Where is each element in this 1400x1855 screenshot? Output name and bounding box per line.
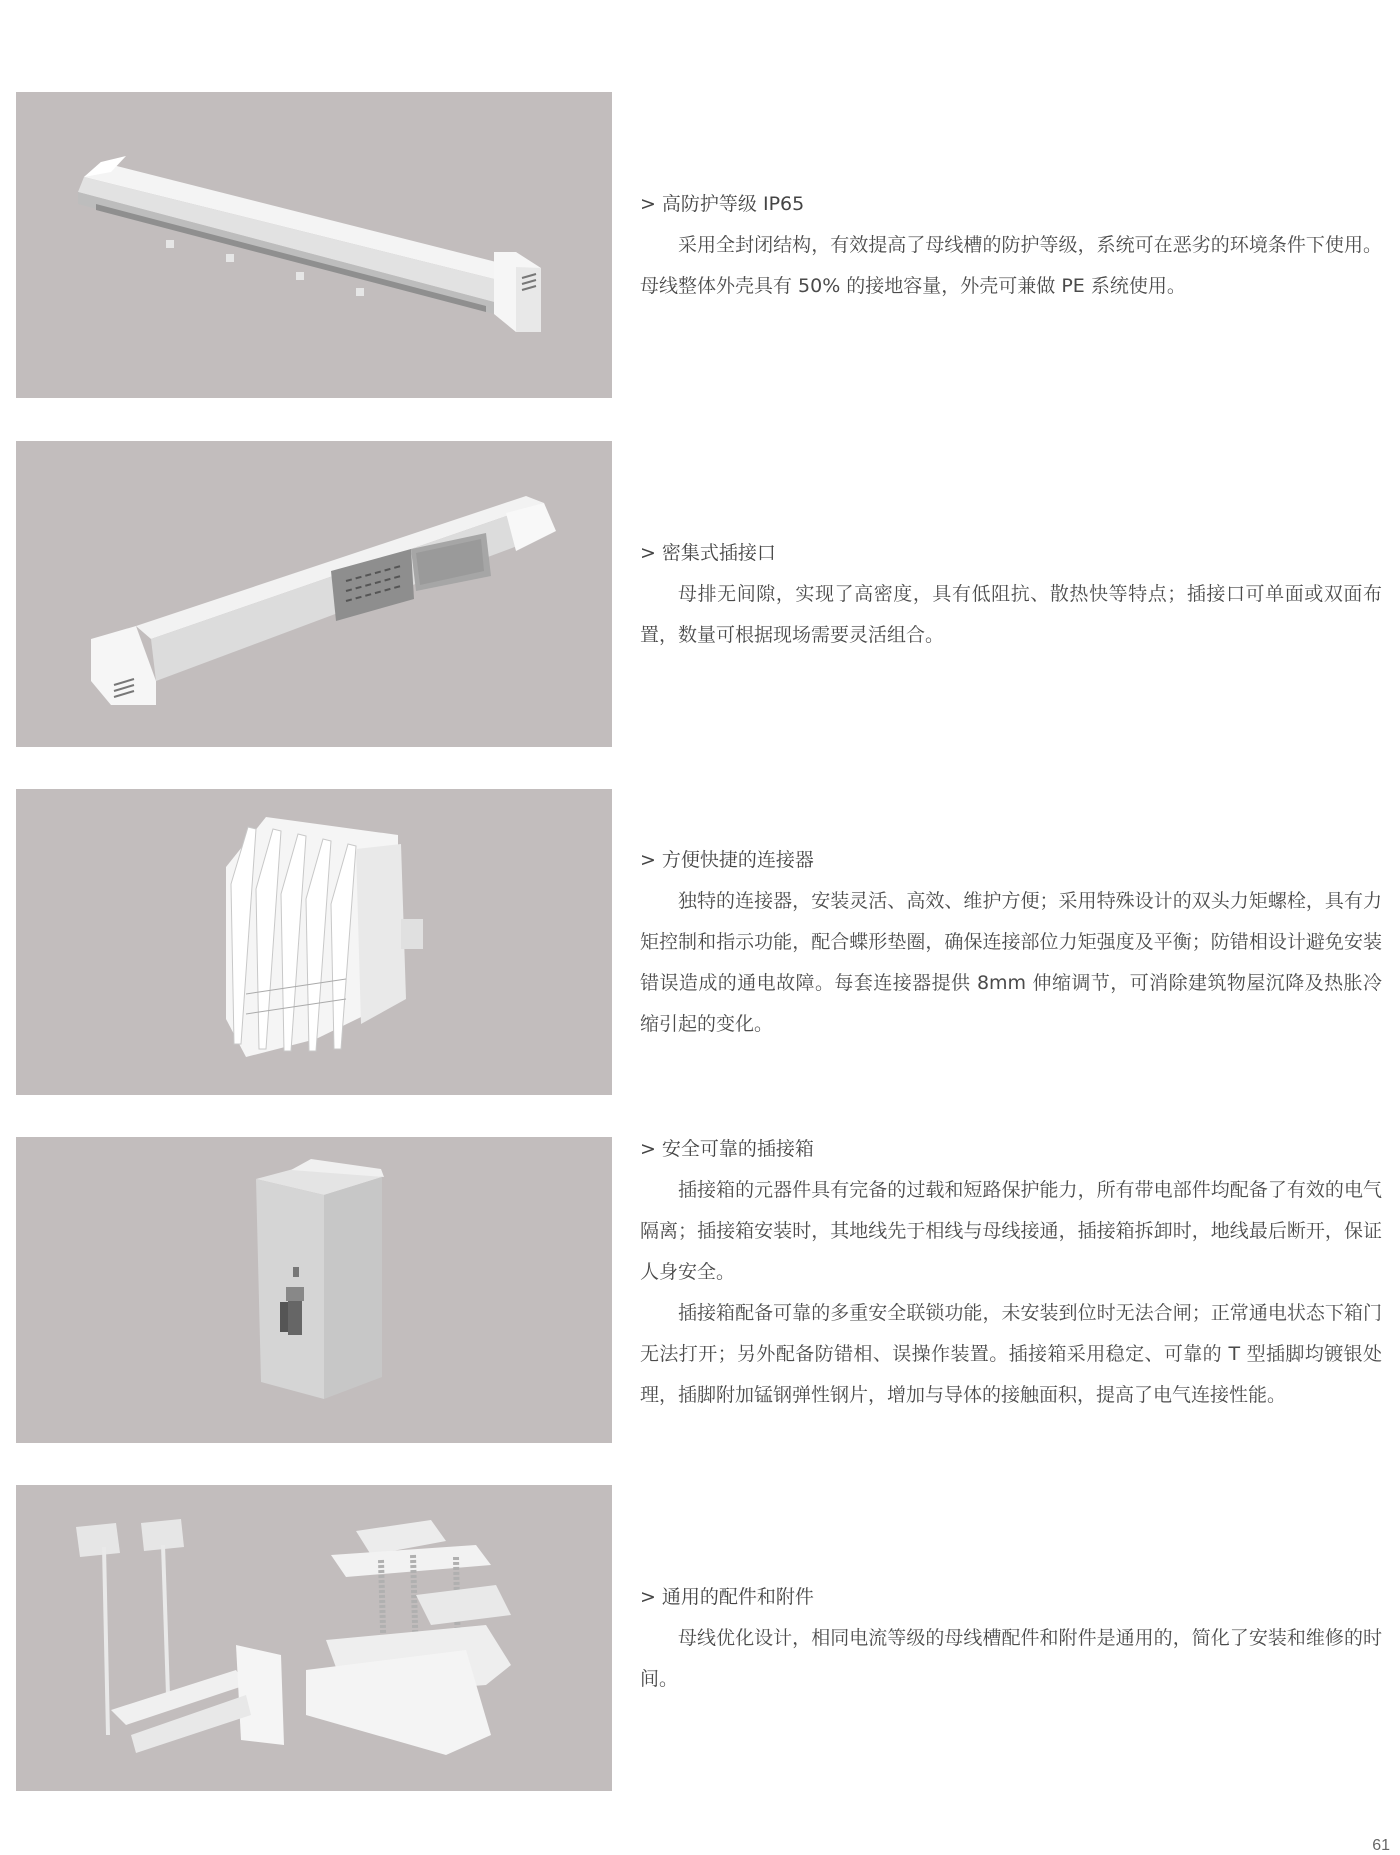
feature-text-block — [640, 1129, 1382, 1416]
plug-box-image — [16, 1137, 612, 1443]
busbar-plug-illustration — [16, 441, 612, 747]
feature-title — [640, 840, 1382, 881]
feature-title-text: 高防护等级 IP65 — [661, 193, 805, 215]
bullet-marker: > — [640, 542, 656, 564]
feature-title — [640, 1129, 1382, 1170]
feature-title — [640, 1577, 1382, 1618]
feature-title — [640, 533, 1382, 574]
feature-paragraph: 插接箱的元器件具有完备的过载和短路保护能力，所有带电部件均配备了有效的电气隔离；插接箱安装时，其地线先于相线与母线接通，插接箱拆卸时，地线最后断开，保证人身安全。 — [640, 1179, 1382, 1283]
accessories-image — [16, 1485, 612, 1791]
feature-text-block — [640, 533, 1382, 656]
feature-text-block — [640, 1577, 1382, 1700]
page-number: 61 — [1372, 1837, 1390, 1854]
feature-paragraph: 母线优化设计，相同电流等级的母线槽配件和附件是通用的，简化了安装和维修的时间。 — [640, 1627, 1382, 1690]
busbar-plug-image — [16, 441, 612, 747]
feature-text-block — [640, 184, 1382, 307]
bullet-marker: > — [640, 193, 656, 215]
feature-paragraph: 插接箱配备可靠的多重安全联锁功能，未安装到位时无法合闸；正常通电状态下箱门无法打开；另外配备防错相、误操作装置。插接箱采用稳定、可靠的 T 型插脚均镀银处理，插脚附加锰钢弹性钢片，增加与导体的接触面积，提高了电气连接性能。 — [640, 1302, 1382, 1406]
feature-title-text: 方便快捷的连接器 — [661, 849, 814, 871]
feature-section-accessories — [0, 1485, 1400, 1791]
feature-title — [640, 184, 1382, 225]
feature-text-block — [640, 840, 1382, 1045]
feature-title-text: 密集式插接口 — [661, 542, 776, 564]
feature-title-text: 通用的配件和附件 — [661, 1586, 814, 1608]
feature-title-text: 安全可靠的插接箱 — [661, 1138, 814, 1160]
feature-section-connector — [0, 789, 1400, 1095]
feature-section-ip65 — [0, 92, 1400, 398]
busbar-trunk-image — [16, 92, 612, 398]
feature-paragraph: 独特的连接器，安装灵活、高效、维护方便；采用特殊设计的双头力矩螺栓，具有力矩控制和指示功能，配合蝶形垫圈，确保连接部位力矩强度及平衡；防错相设计避免安装错误造成的通电故障。每套连接器提供 8mm 伸缩调节，可消除建筑物屋沉降及热胀冷缩引起的变化。 — [640, 890, 1382, 1035]
bullet-marker: > — [640, 1586, 656, 1608]
plug-box-illustration — [16, 1137, 612, 1443]
feature-paragraph: 母排无间隙，实现了高密度，具有低阻抗、散热快等特点；插接口可单面或双面布置，数量可根据现场需要灵活组合。 — [640, 583, 1382, 646]
busbar-trunk-illustration — [16, 92, 612, 398]
connector-image — [16, 789, 612, 1095]
feature-section-plug-box — [0, 1137, 1400, 1443]
bullet-marker: > — [640, 849, 656, 871]
accessories-illustration — [16, 1485, 612, 1791]
bullet-marker: > — [640, 1138, 656, 1160]
feature-section-dense-plug — [0, 441, 1400, 747]
connector-illustration — [16, 789, 612, 1095]
feature-paragraph: 采用全封闭结构，有效提高了母线槽的防护等级，系统可在恶劣的环境条件下使用。母线整体外壳具有 50% 的接地容量，外壳可兼做 PE 系统使用。 — [640, 234, 1382, 297]
